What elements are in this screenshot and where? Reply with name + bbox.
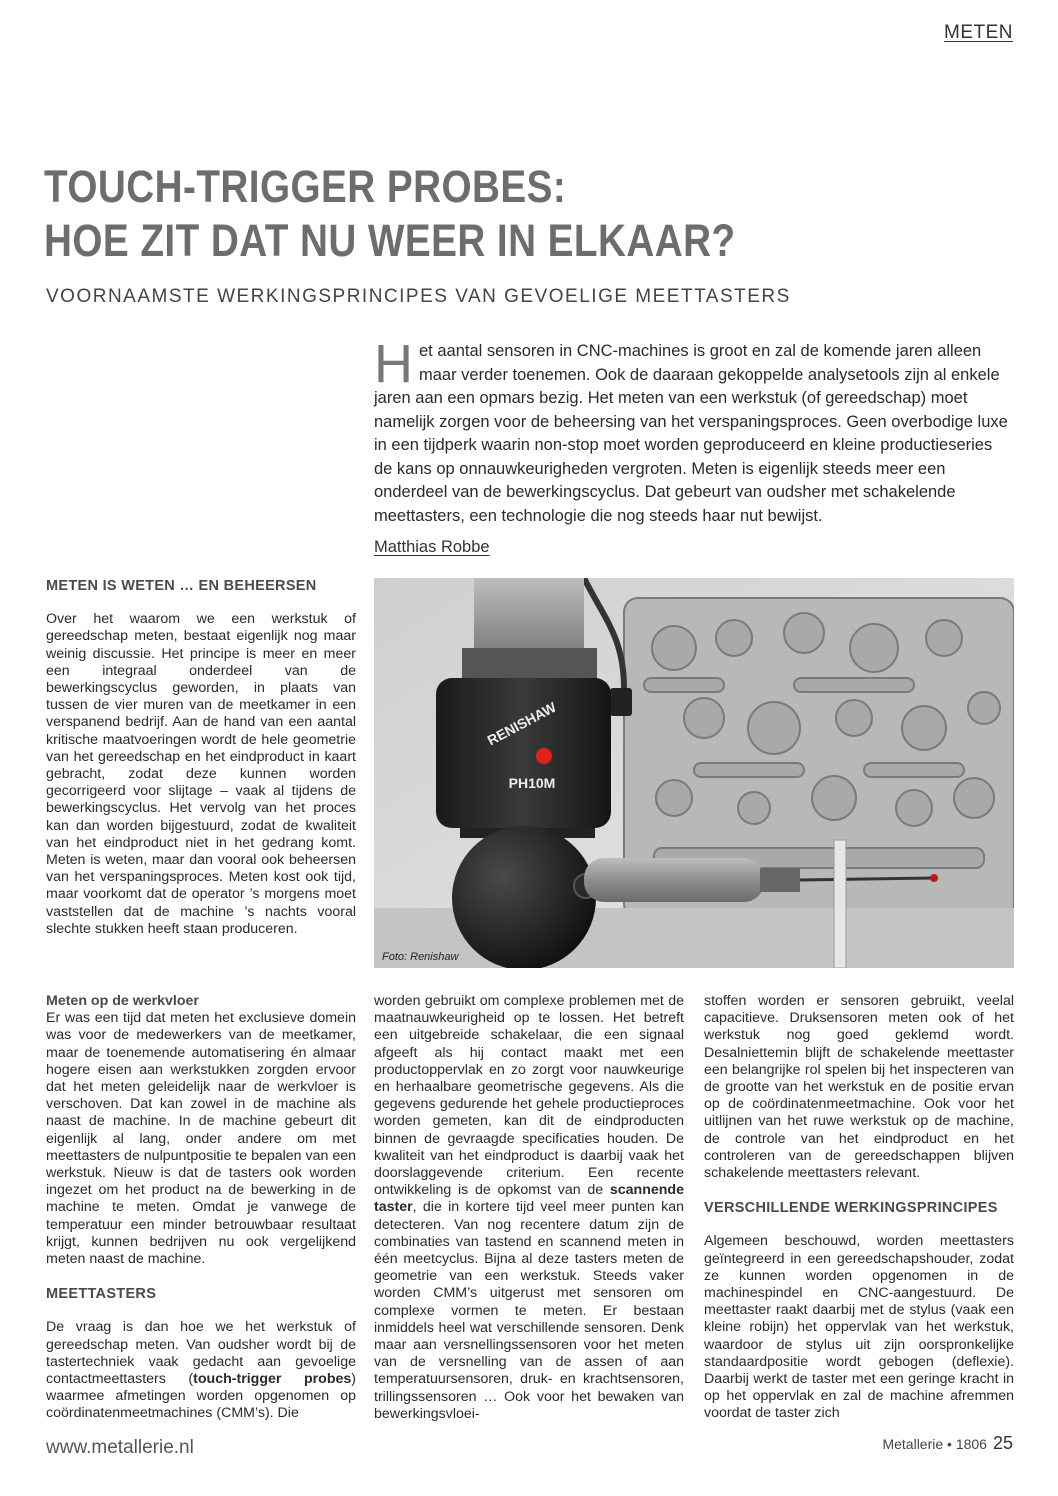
paragraph-text: De vraag is dan hoe we het werkstuk of gereedschap meten. Van oudsher wordt bij de tastertechniek vaak gedacht aan gevoelige contactmeettasters ( — [46, 1319, 356, 1388]
section-tag: METEN — [944, 22, 1013, 43]
column-2 — [374, 993, 684, 1423]
paragraph-text: , die in kortere tijd veel meer punten kan detecteren. Van nog recentere datum zijn de combinaties van tastend en scannend meten in één meetcyclus. Bijna al deze tasters meten de geometrie van een werkstuk. Steeds vaker worden CMM’s uitgerust met sensoren om complexe vormen te meten. Er bestaan inmiddels heel wat verschillende sensoren. Denk maar aan versnellingssensoren voor het meten van de versnelling van de assen of aan temperatuursensoren, druk- en krachtsensoren, trillingssensoren … Ook voor het bewaken van bewerkingsvloei- — [374, 1199, 684, 1422]
column-1-bottom — [46, 993, 356, 1423]
bold-term-scannende-taster: scannende taster — [374, 1182, 684, 1216]
article-photo — [374, 578, 1014, 968]
probe-photo-illustration — [374, 578, 1014, 968]
paragraph-text: ) waarmee afmetingen worden opgenomen op coördinatenmeetmachines (CMM’s). Die — [46, 1371, 356, 1422]
paragraph: Er was een tijd dat meten het exclusieve domein was voor de medewerkers van de meetkamer, maar de toenemende automatisering én almaar hogere eisen aan werkstukken zorgden ervoor dat het meten geleidelijk naar de werkvloer is verschoven. Dat kan zowel in de machine als naast de machine. In de machine gebeurt dit eigenlijk al lang, onder andere om met meettasters de nulpuntpositie te bepalen van een werkstuk. Nieuw is dat de tasters ook worden ingezet om het product na de bewerking in de machine te meten. Omdat je vanwege de temperatuur een minder betrouwbaar resultaat krijgt, kunnen bedrijven nu ook vergelijkend meten naast de machine. — [46, 1010, 356, 1268]
paragraph: Over het waarom we een werkstuk of gereedschap meten, bestaat eigenlijk nog maar weinig discussie. Het principe is meer en meer een integraal onderdeel van de bewerkingscyclus geworden, in plaats van tussen de vier muren van de meetkamer in een verspanend bedrijf. Aan de hand van een aantal kritische maatvoeringen wordt de hele geometrie van het gereedschap en het eindproduct in kaart gebracht, zodat deze kunnen worden gecorrigeerd voor slijtage – vaak al tijdens de bewerkingscyclus. Het vervolg van het proces kan dan worden bijgestuurd, zodat de kwaliteit van het eindproduct niet in het gedrang komt. Meten is weten, maar dan vooral ook beheersen van het verspaningsproces. Meten kost ook tijd, maar voorkomt dat de operator ’s morgens moet vaststellen dat de machine ’s nachts vooral slechte stukken heeft staan produceren. — [46, 611, 356, 937]
model-label: PH10M — [508, 775, 556, 791]
paragraph: Algemeen beschouwd, worden meettasters geïntegreerd in een gereedschapshouder, zodat ze kunnen worden opgenomen in de machinespindel en CNC-aangestuurd. De meettaster raakt daarbij met de stylus (vaak een kleine robijn) het oppervlak van het werkstuk, waardoor de stylus uit zijn oorspronkelijke standaardpositie wordt gebogen (deflexie). Daarbij werkt de taster met een geringe kracht in op het oppervlak en zal de machine afremmen voordat de taster zich — [704, 1233, 1014, 1422]
section-heading-werkingsprincipes: VERSCHILLENDE WERKINGSPRINCIPES — [704, 1200, 998, 1217]
section-heading-meettasters: MEETTASTERS — [46, 1286, 157, 1303]
magazine-issue: Metallerie • 1806 — [882, 1436, 987, 1452]
fixture-post — [834, 840, 846, 968]
probe-stylus — [800, 878, 934, 880]
footer-website-link[interactable]: www.metallerie.nl — [46, 1437, 194, 1458]
paragraph-text: worden gebruikt om complexe problemen met de maatnauwkeurigheid op te lossen. Het betreft een uitgebreide schakelaar, die een signaal afgeeft als hij contact maakt met een productoppervlak en zo zorgt voor nauwkeurige en herhaalbare geometrische gegevens. Als die gegevens gedurende het gehele productieproces worden gemeten, kan dit de eindproducten binnen de gevraagde specificaties houden. De kwaliteit van het eindproduct is daarbij vaak het doorslaggevende criterium. Een recente ontwikkeling is de opkomst van de — [374, 993, 684, 1199]
drop-cap: H — [374, 334, 413, 394]
bold-term-touch-trigger: touch-trigger probes — [193, 1371, 352, 1388]
page-number: 25 — [992, 1433, 1013, 1453]
intro-text: et aantal sensoren in CNC-machines is groot en zal de komende jaren alleen maar verder toenemen. Ook de daaraan gekoppelde analysetools zijn al enkele jaren aan een opmars bezig. Het meten van een werkstuk (of gereedschap) moet namelijk zorgen voor de beheersing van het verspaningsproces. Geen overbodige luxe in een tijdperk waarin non-stop moet worden geproduceerd en kleine productieseries de kans op onnauwkeurigheden vergroten. Meten is eigenlijk steeds meer een onderdeel van de bewerkingscyclus. Dat gebeurt van oudsher met schakelende meettasters, een technologie die nog steeds haar nut bewijst. — [374, 342, 1008, 525]
article-subtitle: VOORNAAMSTE WERKINGSPRINCIPES VAN GEVOELIGE MEETTASTERS — [46, 286, 791, 307]
probe-ball-joint — [452, 826, 596, 968]
title-line-1: TOUCH-TRIGGER PROBES: — [44, 161, 567, 212]
photo-caption: Foto: Renishaw — [382, 951, 459, 963]
column-1-top — [46, 578, 356, 938]
probe-head — [436, 678, 611, 828]
section-heading-meten-is-weten: METEN IS WETEN … EN BEHEERSEN — [46, 578, 317, 594]
title-line-2: HOE ZIT DAT NU WEER IN ELKAAR? — [44, 215, 736, 266]
probe-collar — [462, 648, 597, 683]
status-led-icon — [536, 748, 552, 764]
brand-label: RENISHAW — [484, 698, 559, 749]
paragraph — [374, 993, 684, 1423]
probe-body — [584, 858, 764, 902]
stylus-ruby — [930, 874, 938, 882]
article-title — [44, 160, 870, 268]
subheading-werkvloer: Meten op de werkvloer — [46, 993, 199, 1009]
intro-paragraph — [374, 334, 1014, 528]
column-3 — [704, 993, 1014, 1423]
paragraph — [46, 1319, 356, 1422]
author-link[interactable]: Matthias Robbe — [374, 538, 490, 556]
paragraph: stoffen worden er sensoren gebruikt, veelal capacitieve. Druksensoren meten ook of het werkstuk nog goed geklemd wordt. Desalniettemin blijft de schakelende meettaster een belangrijke rol spelen bij het inspecteren van de grootte van het werkstuk en de positie ervan op de coördinatenmeetmachine. Ook voor het uitlijnen van het ruwe werkstuk op de machine, de controle van het eindproduct en het controleren van de gereedschappen blijven schakelende meettasters relevant. — [704, 993, 1014, 1182]
probe-tip-holder — [760, 868, 800, 892]
footer-issue — [882, 1433, 1013, 1454]
